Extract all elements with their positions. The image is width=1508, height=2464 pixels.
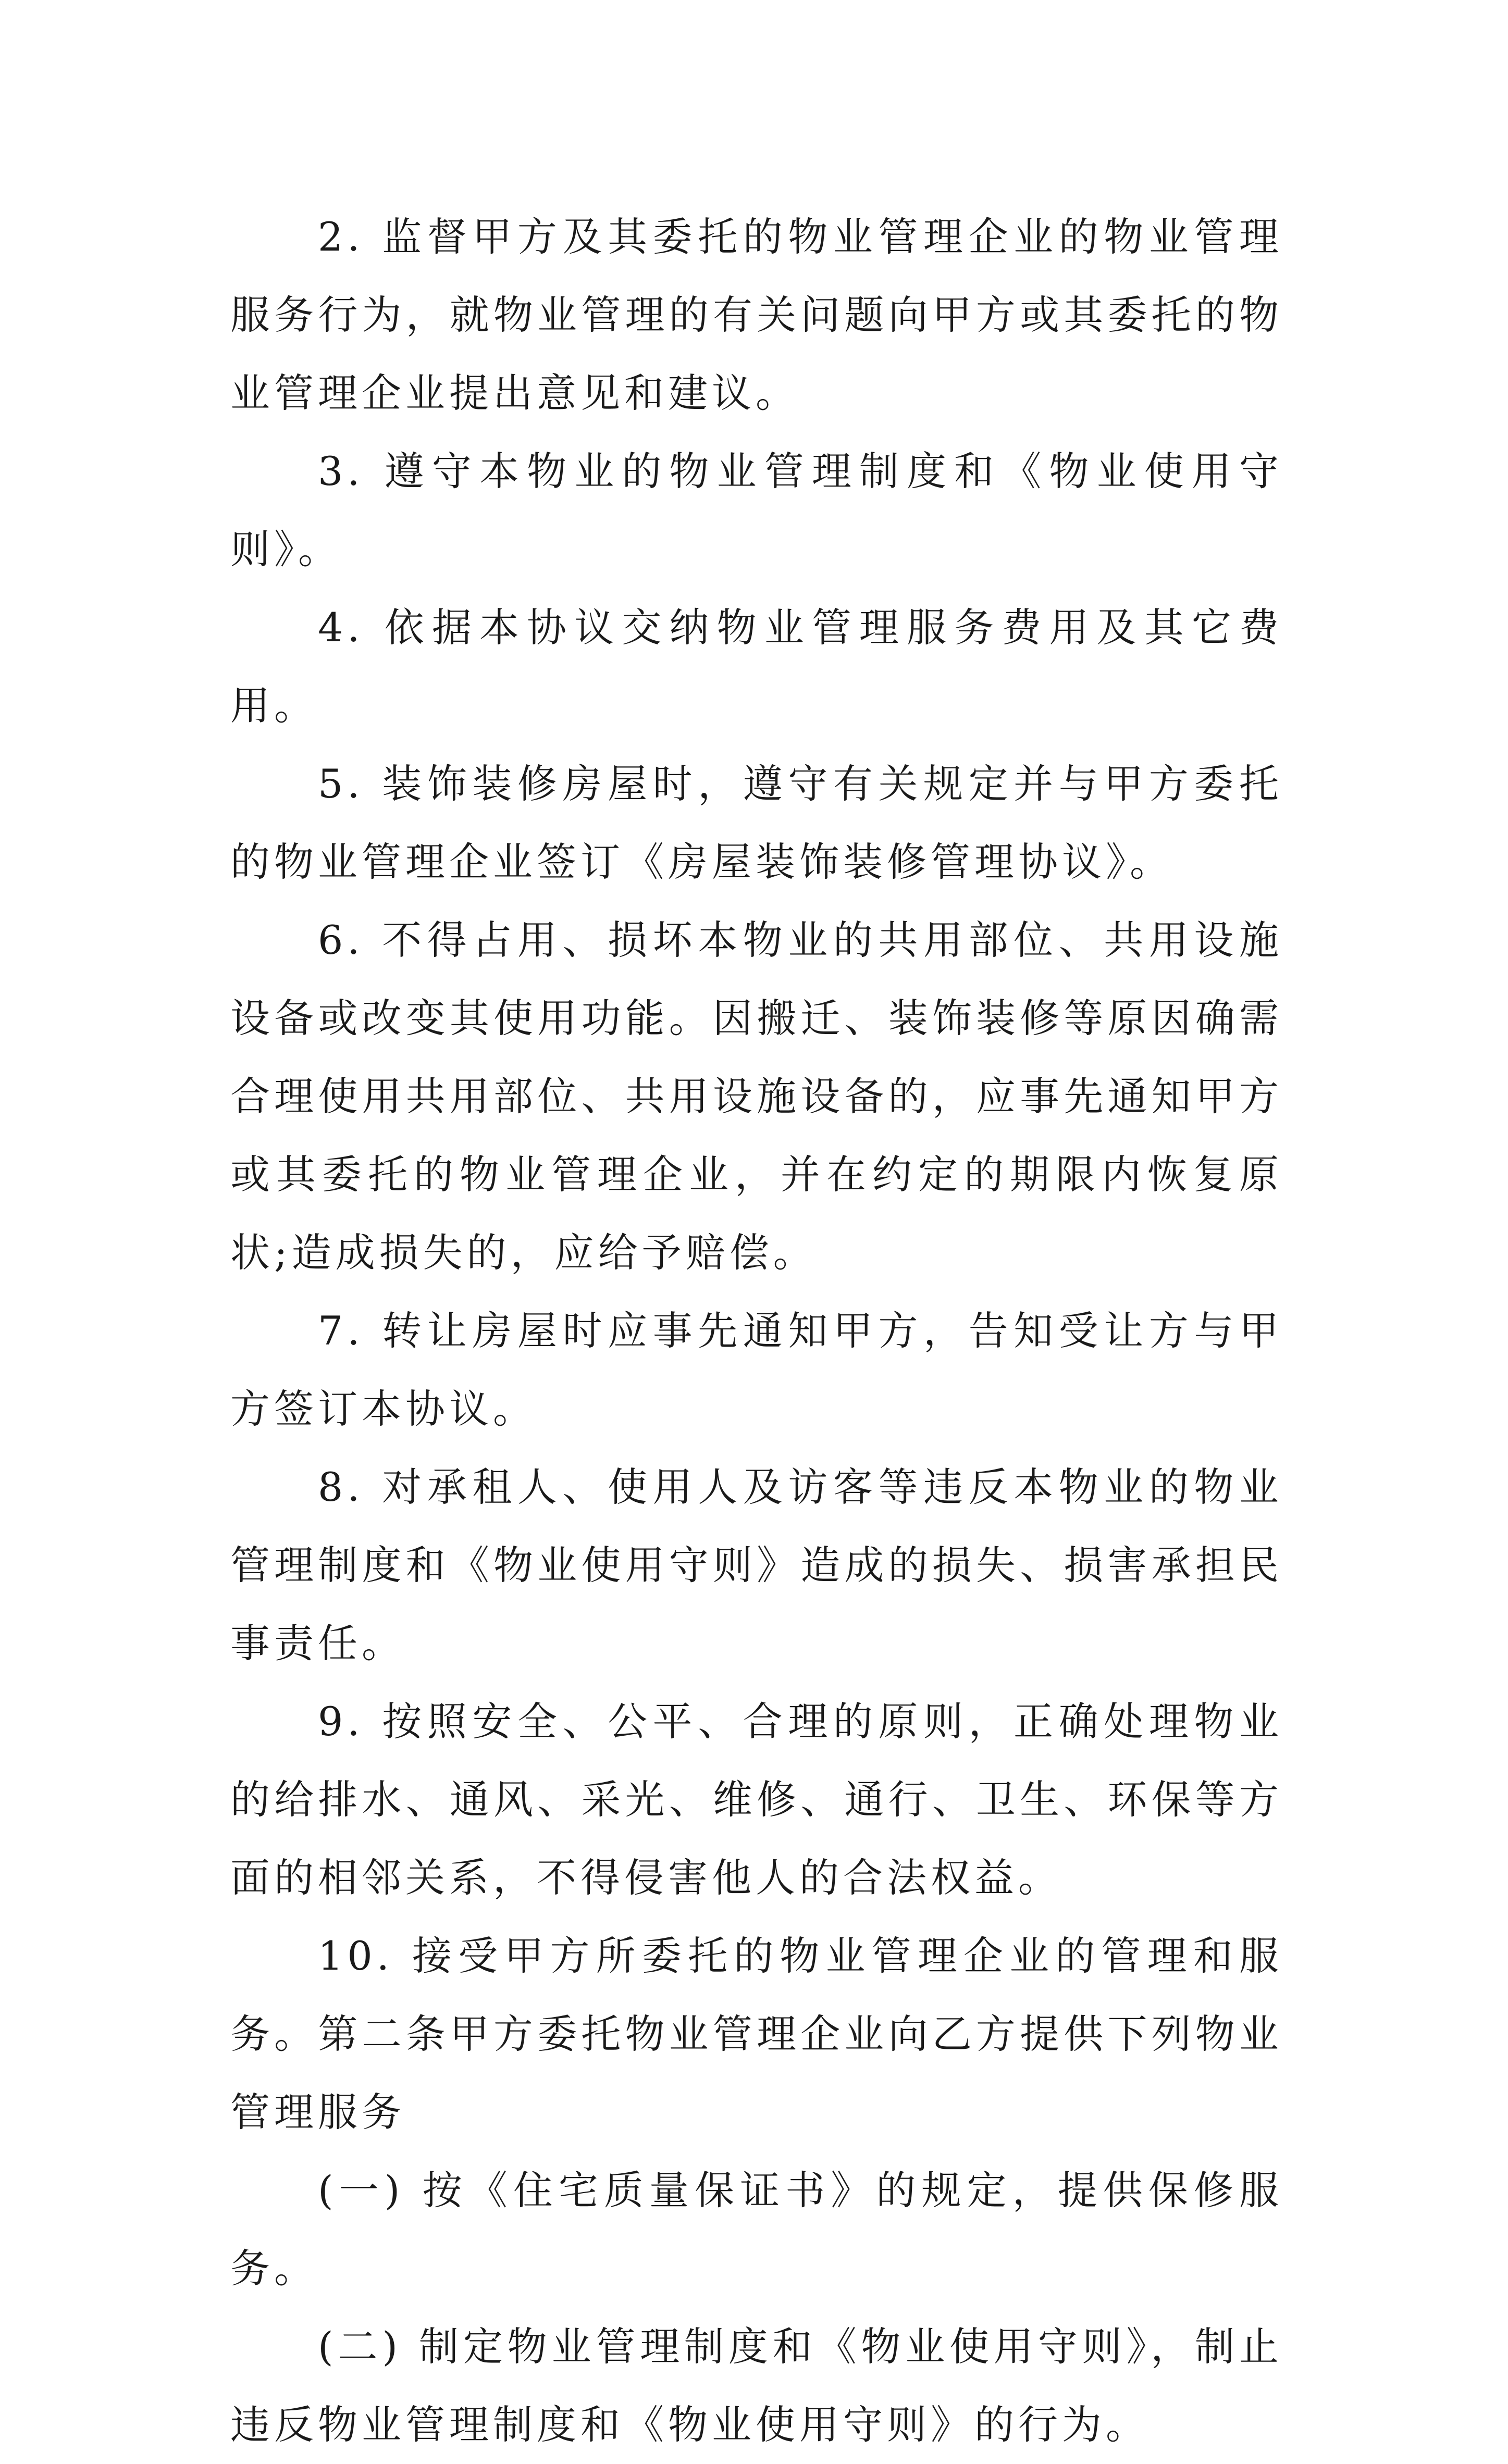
paragraph-item-2: 2. 监督甲方及其委托的物业管理企业的物业管理服务行为，就物业管理的有关问题向甲方或其委托的物业管理企业提出意见和建议。	[230, 214, 1283, 416]
paragraph-item-4: 4. 依据本协议交纳物业管理服务费用及其它费用。	[230, 604, 1283, 729]
paragraph-item-8: 8. 对承租人、使用人及访客等违反本物业的物业管理制度和《物业使用守则》造成的损失、损害承担民事责任。	[230, 1464, 1283, 1666]
paragraph-item-6: 6. 不得占用、损坏本物业的共用部位、共用设施设备或改变其使用功能。因搬迁、装饰装修等原因确需合理使用共用部位、共用设施设备的，应事先通知甲方或其委托的物业管理企业，并在约定的期限内恢复原状;造成损失的，应给予赔偿。	[230, 917, 1283, 1276]
paragraph-item-sub-1: (一) 按《住宅质量保证书》的规定，提供保修服务。	[230, 2167, 1283, 2292]
paragraph-item-5: 5. 装饰装修房屋时，遵守有关规定并与甲方委托的物业管理企业签订《房屋装饰装修管理协议》。	[230, 761, 1283, 885]
paragraph-item-3: 3. 遵守本物业的物业管理制度和《物业使用守则》。	[230, 448, 1283, 573]
paragraph-item-sub-2: (二) 制定物业管理制度和《物业使用守则》，制止违反物业管理制度和《物业使用守则》的行为。	[230, 2323, 1283, 2448]
paragraph-item-9: 9. 按照安全、公平、合理的原则，正确处理物业的给排水、通风、采光、维修、通行、卫生、环保等方面的相邻关系，不得侵害他人的合法权益。	[230, 1698, 1283, 1901]
document-body	[230, 198, 1283, 2464]
paragraph-item-7: 7. 转让房屋时应事先通知甲方，告知受让方与甲方签订本协议。	[230, 1308, 1283, 1432]
paragraph-item-10: 10. 接受甲方所委托的物业管理企业的管理和服务。第二条甲方委托物业管理企业向乙方提供下列物业管理服务	[230, 1933, 1283, 2135]
